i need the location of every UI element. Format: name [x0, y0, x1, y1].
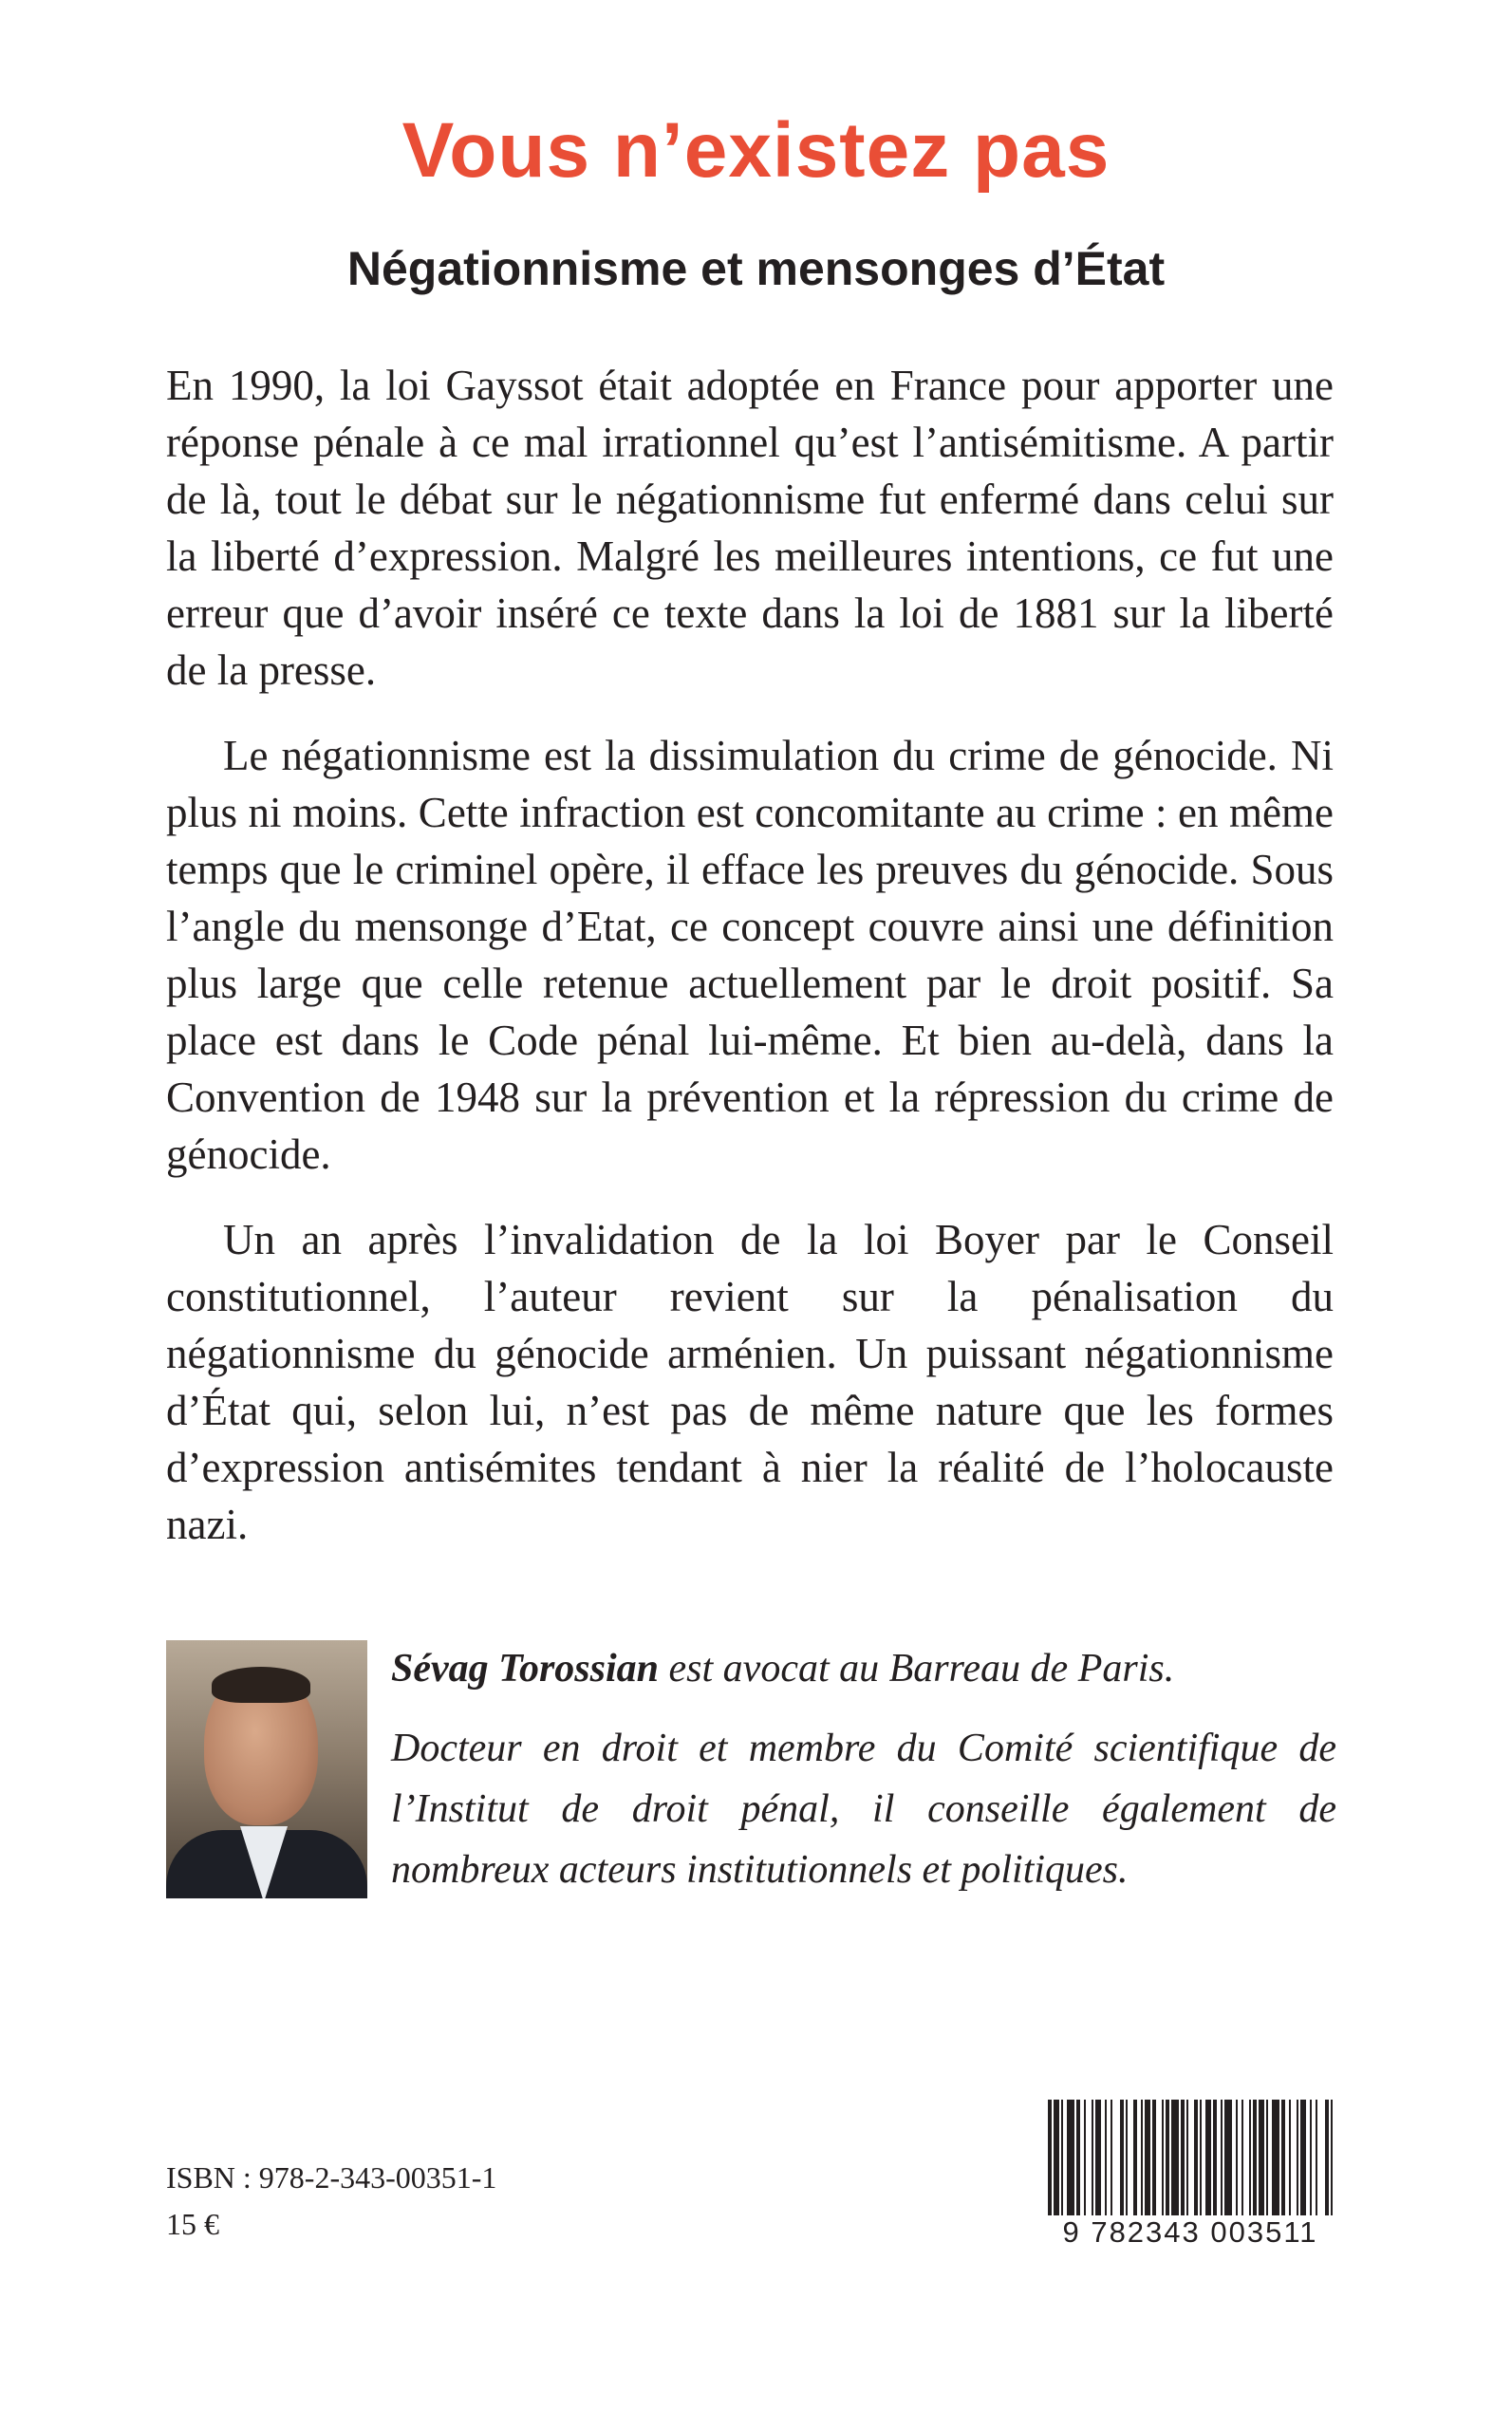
barcode-bar	[1281, 2100, 1285, 2221]
barcode-bar	[1126, 2100, 1128, 2221]
barcode-bar	[1141, 2100, 1143, 2221]
barcode-bar	[1249, 2100, 1251, 2221]
barcode-bar	[1111, 2100, 1112, 2221]
barcode-bar	[1259, 2100, 1264, 2221]
barcode-bar	[1200, 2100, 1202, 2221]
barcode-bar	[1105, 2100, 1107, 2221]
barcode-bar	[1194, 2100, 1198, 2221]
barcode-digits: 9 782343 003511	[1042, 2215, 1338, 2250]
barcode-bar	[1171, 2100, 1179, 2221]
barcode-bar	[1061, 2100, 1063, 2221]
author-bio	[391, 1638, 1336, 1900]
barcode-bar	[1297, 2100, 1298, 2221]
barcode-bar	[1300, 2100, 1306, 2221]
barcode-bar	[1272, 2100, 1279, 2221]
barcode-bar	[1310, 2100, 1312, 2221]
author-photo	[166, 1640, 367, 1898]
barcode-bar	[1166, 2100, 1169, 2221]
barcode-bar	[1213, 2100, 1217, 2221]
barcode-bar	[1048, 2100, 1052, 2221]
barcode-bar	[1266, 2100, 1268, 2221]
blurb	[166, 357, 1334, 1581]
price: 15 €	[166, 2207, 219, 2241]
barcode-bar	[1253, 2100, 1257, 2221]
barcode-bar	[1120, 2100, 1124, 2221]
author-role: est avocat au Barreau de Paris.	[659, 1647, 1175, 1691]
barcode-bar	[1221, 2100, 1223, 2221]
barcode-bar	[1316, 2100, 1317, 2221]
blurb-paragraph: Un an après l’invalidation de la loi Boyer par le Conseil constitutionnel, l’auteur revient sur la pénalisation du négationnisme du génocide arménien. Un puissant négationnisme d’État qui, selon lui, n’est pas de même nature que les formes d’expression antisémites tendant à nier la réalité de l’holocauste nazi.	[166, 1216, 1334, 1548]
blurb-paragraph: Le négationnisme est la dissimulation du crime de génocide. Ni plus ni moins. Cette infraction est concomitante au crime : en même temps que le criminel opère, il efface les preuves du génocide. Sous l’angle du mensonge d’Etat, ce concept couvre ainsi une définition plus large que celle retenue actuellement par le droit positif. Sa place est dans le Code pénal lui-même. Et bien au-delà, dans la Convention de 1948 sur la prévention et la répression du crime de génocide.	[166, 732, 1334, 1178]
barcode-bar	[1095, 2100, 1101, 2221]
barcode-bar	[1236, 2100, 1238, 2221]
barcode-bar	[1325, 2100, 1329, 2221]
barcode-bar	[1133, 2100, 1137, 2221]
author-description: Docteur en droit et membre du Comité scientifique de l’Institut de droit pénal, il conseille également de nombreux acteurs institutionnels et politiques.	[391, 1727, 1336, 1892]
barcode-bar	[1205, 2100, 1211, 2221]
barcode-bar	[1054, 2100, 1059, 2221]
barcode-bar	[1076, 2100, 1080, 2221]
barcode-bar	[1331, 2100, 1333, 2221]
barcode-bar	[1181, 2100, 1185, 2221]
barcode-bar	[1186, 2100, 1188, 2221]
barcode-bar	[1145, 2100, 1150, 2221]
barcode	[1042, 2100, 1338, 2250]
barcode-bar	[1067, 2100, 1074, 2221]
book-title: Vous n’existez pas	[401, 107, 1111, 194]
barcode-bar	[1224, 2100, 1232, 2221]
barcode-bar	[1152, 2100, 1156, 2221]
author-line	[391, 1638, 1336, 1699]
author-name: Sévag Torossian	[391, 1647, 660, 1691]
book-subtitle: Négationnisme et mensonges d’État	[346, 242, 1166, 295]
blurb-paragraph: En 1990, la loi Gayssot était adoptée en France pour apporter une réponse pénale à ce mal irrationnel qu’est l’antisémitisme. A partir de là, tout le débat sur le négationnisme fut enfermé dans celui sur la liberté d’expression. Malgré les meilleures intentions, ce fut une erreur que d’avoir inséré ce texte dans la loi de 1881 sur la liberté de la presse.	[166, 362, 1334, 694]
barcode-bar	[1162, 2100, 1164, 2221]
barcode-bar	[1289, 2100, 1291, 2221]
barcode-bar	[1084, 2100, 1086, 2221]
barcode-bar	[1092, 2100, 1093, 2221]
photo-hair	[212, 1667, 310, 1703]
isbn: ISBN : 978-2-343-00351-1	[166, 2160, 497, 2195]
barcode-bar	[1241, 2100, 1243, 2221]
